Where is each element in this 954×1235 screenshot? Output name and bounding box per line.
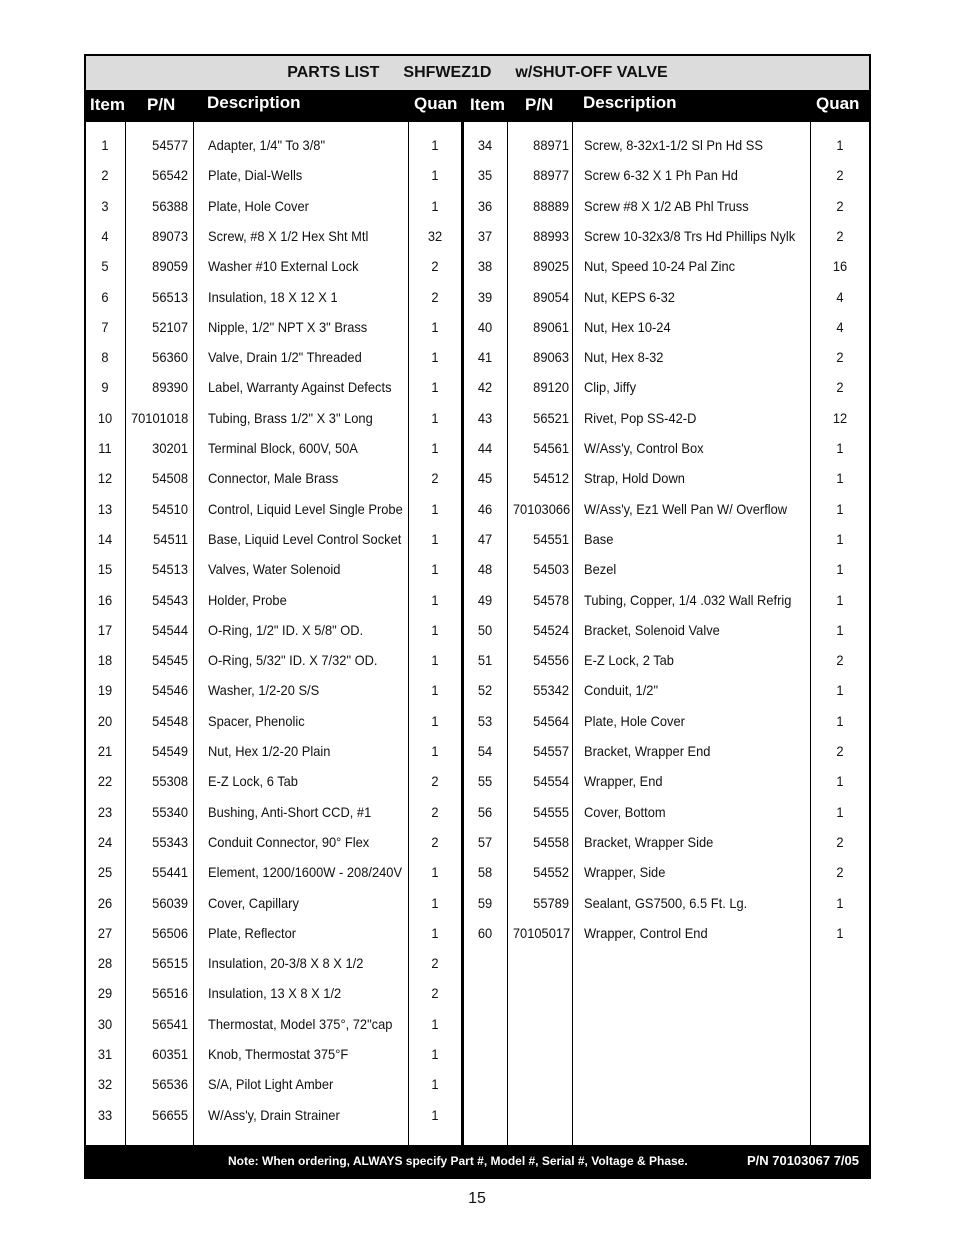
part-number: 56542	[152, 167, 188, 184]
item-number: 25	[97, 864, 113, 881]
table-row	[86, 978, 869, 1008]
part-description: W/Ass'y, Ez1 Well Pan W/ Overflow	[584, 500, 788, 517]
part-quantity: 1	[431, 349, 439, 366]
part-quantity: 1	[431, 500, 439, 517]
part-quantity: 1	[836, 682, 844, 699]
table-row	[86, 251, 869, 281]
part-description: Base	[584, 530, 614, 547]
part-number: 89061	[533, 318, 569, 335]
item-number: 16	[97, 591, 113, 608]
item-number: 41	[477, 349, 493, 366]
part-description: Screw 6-32 X 1 Ph Pan Hd	[584, 167, 738, 184]
part-quantity: 1	[836, 530, 844, 547]
table-row	[86, 494, 869, 524]
item-number: 9	[101, 379, 109, 396]
column-header-row	[86, 90, 869, 122]
part-quantity: 1	[431, 591, 439, 608]
part-quantity: 1	[836, 137, 844, 153]
part-description: Screw #8 X 1/2 AB Phl Truss	[584, 197, 749, 214]
table-row	[86, 888, 869, 918]
table-row	[86, 615, 869, 645]
item-number: 5	[101, 258, 109, 275]
item-number: 7	[101, 318, 109, 335]
part-quantity: 2	[431, 955, 439, 972]
part-number: 56536	[152, 1076, 188, 1093]
part-quantity: 12	[832, 409, 848, 426]
parts-list-table	[84, 54, 871, 1179]
item-number: 47	[477, 530, 493, 547]
item-number: 57	[477, 833, 493, 850]
part-number: 70101018	[130, 409, 189, 426]
table-row	[86, 736, 869, 766]
table-row	[86, 706, 869, 736]
part-quantity: 1	[431, 621, 439, 638]
part-number: 54543	[152, 591, 188, 608]
table-row	[86, 797, 869, 827]
item-number: 29	[97, 985, 113, 1002]
part-number: 54564	[533, 712, 569, 729]
item-number: 24	[97, 833, 113, 850]
part-description: Nut, Speed 10-24 Pal Zinc	[584, 258, 736, 275]
part-quantity: 1	[431, 1015, 439, 1032]
part-quantity: 2	[431, 833, 439, 850]
part-number: 56521	[533, 409, 569, 426]
part-quantity: 1	[431, 894, 439, 911]
part-description: Nut, Hex 10-24	[584, 318, 671, 335]
part-quantity: 2	[431, 258, 439, 275]
table-row	[86, 221, 869, 251]
part-description: Wrapper, End	[584, 773, 663, 790]
part-number: 54554	[533, 773, 569, 790]
table-row	[86, 554, 869, 584]
item-number: 11	[98, 440, 112, 456]
table-row	[86, 524, 869, 554]
item-number: 4	[101, 227, 109, 244]
item-number: 23	[97, 803, 113, 820]
item-number: 22	[97, 773, 113, 790]
part-number: 54557	[533, 743, 569, 759]
header-pn-right: P/N	[525, 95, 554, 114]
item-number: 32	[97, 1076, 113, 1093]
item-number: 15	[97, 561, 113, 578]
part-description: Washer #10 External Lock	[208, 258, 359, 275]
part-quantity: 1	[431, 743, 439, 759]
item-number: 17	[97, 621, 113, 638]
part-number: 56655	[152, 1106, 188, 1123]
item-number: 50	[477, 621, 493, 638]
item-number: 1	[101, 137, 109, 153]
part-quantity: 2	[836, 227, 844, 244]
item-number: 44	[477, 440, 493, 456]
part-description: W/Ass'y, Drain Strainer	[208, 1106, 340, 1123]
item-number: 27	[97, 924, 113, 941]
part-description: Insulation, 13 X 8 X 1/2	[208, 985, 342, 1002]
part-quantity: 2	[836, 743, 844, 759]
part-description: Cover, Capillary	[208, 894, 299, 911]
ordering-note: Note: When ordering, ALWAYS specify Part #, Model #, Serial #, Voltage & Phase.	[228, 1154, 688, 1168]
part-description: Holder, Probe	[208, 591, 287, 608]
part-quantity: 2	[836, 833, 844, 850]
item-number: 43	[477, 409, 493, 426]
page-number: 15	[468, 1190, 486, 1207]
table-row	[86, 191, 869, 221]
item-number: 38	[477, 258, 493, 275]
part-description: Plate, Dial-Wells	[208, 167, 303, 184]
part-quantity: 1	[431, 561, 439, 578]
part-number: 89120	[533, 379, 569, 396]
part-number: 88971	[533, 137, 569, 153]
item-number: 26	[97, 894, 113, 911]
part-description: Screw 10-32x3/8 Trs Hd Phillips Nylk	[584, 227, 796, 244]
part-quantity: 1	[431, 167, 439, 184]
part-description: Bracket, Wrapper Side	[584, 833, 714, 850]
item-number: 6	[101, 288, 109, 305]
header-quan-left: Quan	[414, 94, 458, 113]
part-description: Conduit, 1/2"	[584, 682, 659, 699]
table-row	[86, 403, 869, 433]
part-quantity: 1	[836, 712, 844, 729]
part-number: 54558	[533, 833, 569, 850]
part-number: 89054	[533, 288, 569, 305]
part-description: Cover, Bottom	[584, 803, 666, 820]
item-number: 58	[477, 864, 493, 881]
part-number: 54546	[152, 682, 188, 699]
table-row	[86, 1100, 869, 1130]
part-number: 55441	[152, 864, 188, 881]
part-number: 89390	[152, 379, 188, 396]
part-number: 54510	[152, 500, 188, 517]
part-quantity: 1	[836, 440, 844, 456]
header-description-left: Description	[207, 93, 301, 112]
table-row	[86, 857, 869, 887]
part-number: 54551	[533, 530, 569, 547]
title-variant: w/SHUT-OFF VALVE	[515, 64, 668, 81]
part-quantity: 2	[836, 652, 844, 669]
part-description: O-Ring, 1/2" ID. X 5/8" OD.	[208, 621, 364, 638]
part-number: 89059	[152, 258, 188, 275]
part-description: Thermostat, Model 375°, 72"cap	[208, 1015, 393, 1032]
part-description: W/Ass'y, Control Box	[584, 440, 704, 456]
part-quantity: 2	[431, 288, 439, 305]
part-number: 88977	[533, 167, 569, 184]
part-quantity: 2	[836, 379, 844, 396]
table-row	[86, 645, 869, 675]
table-row	[86, 433, 869, 463]
part-number: 54548	[152, 712, 188, 729]
part-quantity: 1	[431, 137, 439, 153]
part-description: Washer, 1/2-20 S/S	[208, 682, 320, 699]
part-description: Screw, #8 X 1/2 Hex Sht Mtl	[208, 227, 369, 244]
table-row	[86, 948, 869, 978]
item-number: 2	[101, 167, 109, 184]
part-quantity: 1	[431, 197, 439, 214]
part-description: Strap, Hold Down	[584, 470, 685, 487]
table-row	[86, 463, 869, 493]
part-number: 56516	[152, 985, 188, 1002]
item-number: 33	[97, 1106, 113, 1123]
part-quantity: 1	[431, 379, 439, 396]
item-number: 48	[477, 561, 493, 578]
table-body	[86, 122, 869, 1145]
part-quantity: 1	[836, 470, 844, 487]
table-row	[86, 342, 869, 372]
part-number: 60351	[152, 1046, 188, 1062]
header-item-left: Item	[90, 95, 125, 114]
part-number: 56541	[152, 1015, 188, 1032]
part-description: Insulation, 18 X 12 X 1	[208, 288, 338, 305]
item-number: 18	[97, 652, 113, 669]
item-number: 52	[477, 682, 493, 699]
part-number: 52107	[152, 318, 188, 335]
part-description: Bracket, Solenoid Valve	[584, 621, 720, 638]
part-description: Conduit Connector, 90° Flex	[208, 833, 370, 850]
part-description: Nut, Hex 1/2-20 Plain	[208, 743, 331, 759]
header-description-right: Description	[583, 93, 677, 112]
table-row	[86, 675, 869, 705]
part-number: 54578	[533, 591, 569, 608]
item-number: 46	[477, 500, 493, 517]
item-number: 42	[477, 379, 493, 396]
part-quantity: 1	[431, 864, 439, 881]
part-number: 56039	[152, 894, 188, 911]
part-quantity: 32	[427, 227, 443, 244]
part-quantity: 1	[431, 1046, 439, 1062]
table-row	[86, 312, 869, 342]
item-number: 49	[477, 591, 493, 608]
part-description: E-Z Lock, 6 Tab	[208, 773, 298, 790]
part-quantity: 2	[431, 773, 439, 790]
part-quantity: 4	[836, 288, 844, 305]
item-number: 13	[97, 500, 113, 517]
item-number: 8	[101, 349, 109, 366]
table-row	[86, 585, 869, 615]
item-number: 45	[477, 470, 493, 487]
part-quantity: 2	[431, 470, 439, 487]
part-description: Connector, Male Brass	[208, 470, 339, 487]
part-quantity: 1	[836, 803, 844, 820]
header-item-right: Item	[470, 95, 505, 114]
part-description: Tubing, Brass 1/2" X 3" Long	[208, 409, 373, 426]
part-number: 54549	[152, 743, 188, 759]
part-description: Clip, Jiffy	[584, 379, 637, 396]
part-number: 55343	[152, 833, 188, 850]
part-quantity: 1	[431, 409, 439, 426]
part-quantity: 1	[836, 773, 844, 790]
part-quantity: 1	[836, 591, 844, 608]
part-quantity: 1	[836, 500, 844, 517]
item-number: 60	[477, 924, 493, 941]
item-number: 39	[477, 288, 493, 305]
part-number: 70103066	[512, 500, 571, 517]
part-description: Plate, Hole Cover	[584, 712, 685, 729]
part-description: O-Ring, 5/32" ID. X 7/32" OD.	[208, 652, 378, 669]
part-quantity: 1	[836, 561, 844, 578]
part-description: Wrapper, Control End	[584, 924, 708, 941]
part-number: 89025	[533, 258, 569, 275]
part-description: Tubing, Copper, 1/4 .032 Wall Refrig	[584, 591, 792, 608]
item-number: 51	[477, 652, 493, 669]
item-number: 55	[477, 773, 493, 790]
part-description: Nipple, 1/2" NPT X 3" Brass	[208, 318, 368, 335]
part-quantity: 1	[431, 712, 439, 729]
part-quantity: 1	[431, 440, 439, 456]
table-title	[86, 56, 869, 92]
item-number: 19	[97, 682, 113, 699]
item-number: 28	[97, 955, 113, 972]
part-number: 70105017	[512, 924, 571, 941]
item-number: 20	[97, 712, 113, 729]
footer-bar	[86, 1145, 869, 1177]
table-row	[86, 372, 869, 402]
part-quantity: 1	[431, 1106, 439, 1123]
part-quantity: 16	[832, 258, 848, 275]
table-row	[86, 918, 869, 948]
part-description: Valve, Drain 1/2" Threaded	[208, 349, 362, 366]
item-number: 12	[97, 470, 113, 487]
part-number: 30201	[152, 440, 188, 456]
part-description: Spacer, Phenolic	[208, 712, 305, 729]
part-description: Wrapper, Side	[584, 864, 666, 881]
item-number: 40	[477, 318, 493, 335]
part-number: 54513	[152, 561, 188, 578]
part-number: 54511	[153, 530, 188, 547]
part-description: Valves, Water Solenoid	[208, 561, 341, 578]
table-row	[86, 766, 869, 796]
item-number: 59	[477, 894, 493, 911]
part-description: Rivet, Pop SS-42-D	[584, 409, 697, 426]
part-description: Screw, 8-32x1-1/2 Sl Pn Hd SS	[584, 137, 763, 153]
part-number: 54508	[152, 470, 188, 487]
table-row	[86, 1009, 869, 1039]
part-quantity: 2	[836, 197, 844, 214]
part-number: 55342	[533, 682, 569, 699]
part-number: 54512	[533, 470, 569, 487]
part-number: 56360	[152, 349, 188, 366]
item-number: 30	[97, 1015, 113, 1032]
table-row	[86, 1039, 869, 1069]
part-description: Nut, Hex 8-32	[584, 349, 664, 366]
part-quantity: 1	[431, 652, 439, 669]
part-description: Label, Warranty Against Defects	[208, 379, 392, 396]
part-number: 89063	[533, 349, 569, 366]
part-number: 54552	[533, 864, 569, 881]
table-row	[86, 827, 869, 857]
part-quantity: 1	[836, 924, 844, 941]
item-number: 36	[477, 197, 493, 214]
part-description: Insulation, 20-3/8 X 8 X 1/2	[208, 955, 364, 972]
item-number: 31	[97, 1046, 113, 1062]
header-pn-left: P/N	[147, 95, 176, 114]
part-number: 55789	[533, 894, 569, 911]
part-number: 56506	[152, 924, 188, 941]
part-description: Base, Liquid Level Control Socket	[208, 530, 402, 547]
part-description: Plate, Reflector	[208, 924, 297, 941]
part-number: 56513	[152, 288, 188, 305]
part-description: Bracket, Wrapper End	[584, 743, 711, 759]
part-quantity: 2	[431, 985, 439, 1002]
part-number: 54503	[533, 561, 569, 578]
title-label: PARTS LIST	[287, 64, 380, 81]
part-number: 55308	[152, 773, 188, 790]
part-quantity: 2	[836, 167, 844, 184]
part-number: 55340	[152, 803, 188, 820]
part-number: 54561	[533, 440, 569, 456]
part-description: Nut, KEPS 6-32	[584, 288, 675, 305]
part-number: 54577	[152, 137, 188, 153]
part-quantity: 1	[431, 318, 439, 335]
part-quantity: 1	[431, 1076, 439, 1093]
item-number: 14	[97, 530, 113, 547]
document-part-number: P/N 70103067 7/05	[746, 1153, 859, 1168]
part-quantity: 2	[836, 349, 844, 366]
part-description: Adapter, 1/4" To 3/8"	[208, 137, 326, 153]
part-description: Control, Liquid Level Single Probe	[208, 500, 403, 517]
item-number: 53	[477, 712, 493, 729]
part-number: 56515	[152, 955, 188, 972]
part-number: 56388	[152, 197, 188, 214]
title-model: SHFWEZ1D	[403, 64, 492, 81]
part-quantity: 1	[836, 621, 844, 638]
table-row	[86, 282, 869, 312]
part-description: S/A, Pilot Light Amber	[208, 1076, 334, 1093]
part-number: 54555	[533, 803, 569, 820]
part-description: Knob, Thermostat 375°F	[208, 1046, 349, 1062]
part-number: 88993	[533, 227, 569, 244]
item-number: 3	[101, 197, 109, 214]
part-number: 54544	[152, 621, 188, 638]
part-quantity: 2	[836, 864, 844, 881]
part-number: 54524	[533, 621, 569, 638]
item-number: 54	[477, 743, 493, 759]
part-description: Plate, Hole Cover	[208, 197, 309, 214]
part-description: E-Z Lock, 2 Tab	[584, 652, 674, 669]
item-number: 35	[477, 167, 493, 184]
part-quantity: 1	[431, 924, 439, 941]
item-number: 10	[97, 409, 113, 426]
part-number: 89073	[152, 227, 188, 244]
item-number: 37	[477, 227, 493, 244]
part-description: Element, 1200/1600W - 208/240V	[208, 864, 403, 881]
part-description: Bezel	[584, 561, 617, 578]
part-number: 54545	[152, 652, 188, 669]
part-number: 88889	[533, 197, 569, 214]
part-number: 54556	[533, 652, 569, 669]
part-description: Sealant, GS7500, 6.5 Ft. Lg.	[584, 894, 748, 911]
table-row	[86, 160, 869, 190]
table-row	[86, 130, 869, 160]
part-quantity: 1	[431, 682, 439, 699]
header-quan-right: Quan	[816, 94, 860, 113]
part-quantity: 1	[431, 530, 439, 547]
part-description: Bushing, Anti-Short CCD, #1	[208, 803, 372, 820]
part-quantity: 1	[836, 894, 844, 911]
item-number: 56	[477, 803, 493, 820]
part-description: Terminal Block, 600V, 50A	[208, 440, 358, 456]
part-quantity: 2	[431, 803, 439, 820]
part-quantity: 4	[836, 318, 844, 335]
table-row	[86, 1069, 869, 1099]
item-number: 34	[477, 137, 493, 153]
item-number: 21	[97, 743, 113, 759]
